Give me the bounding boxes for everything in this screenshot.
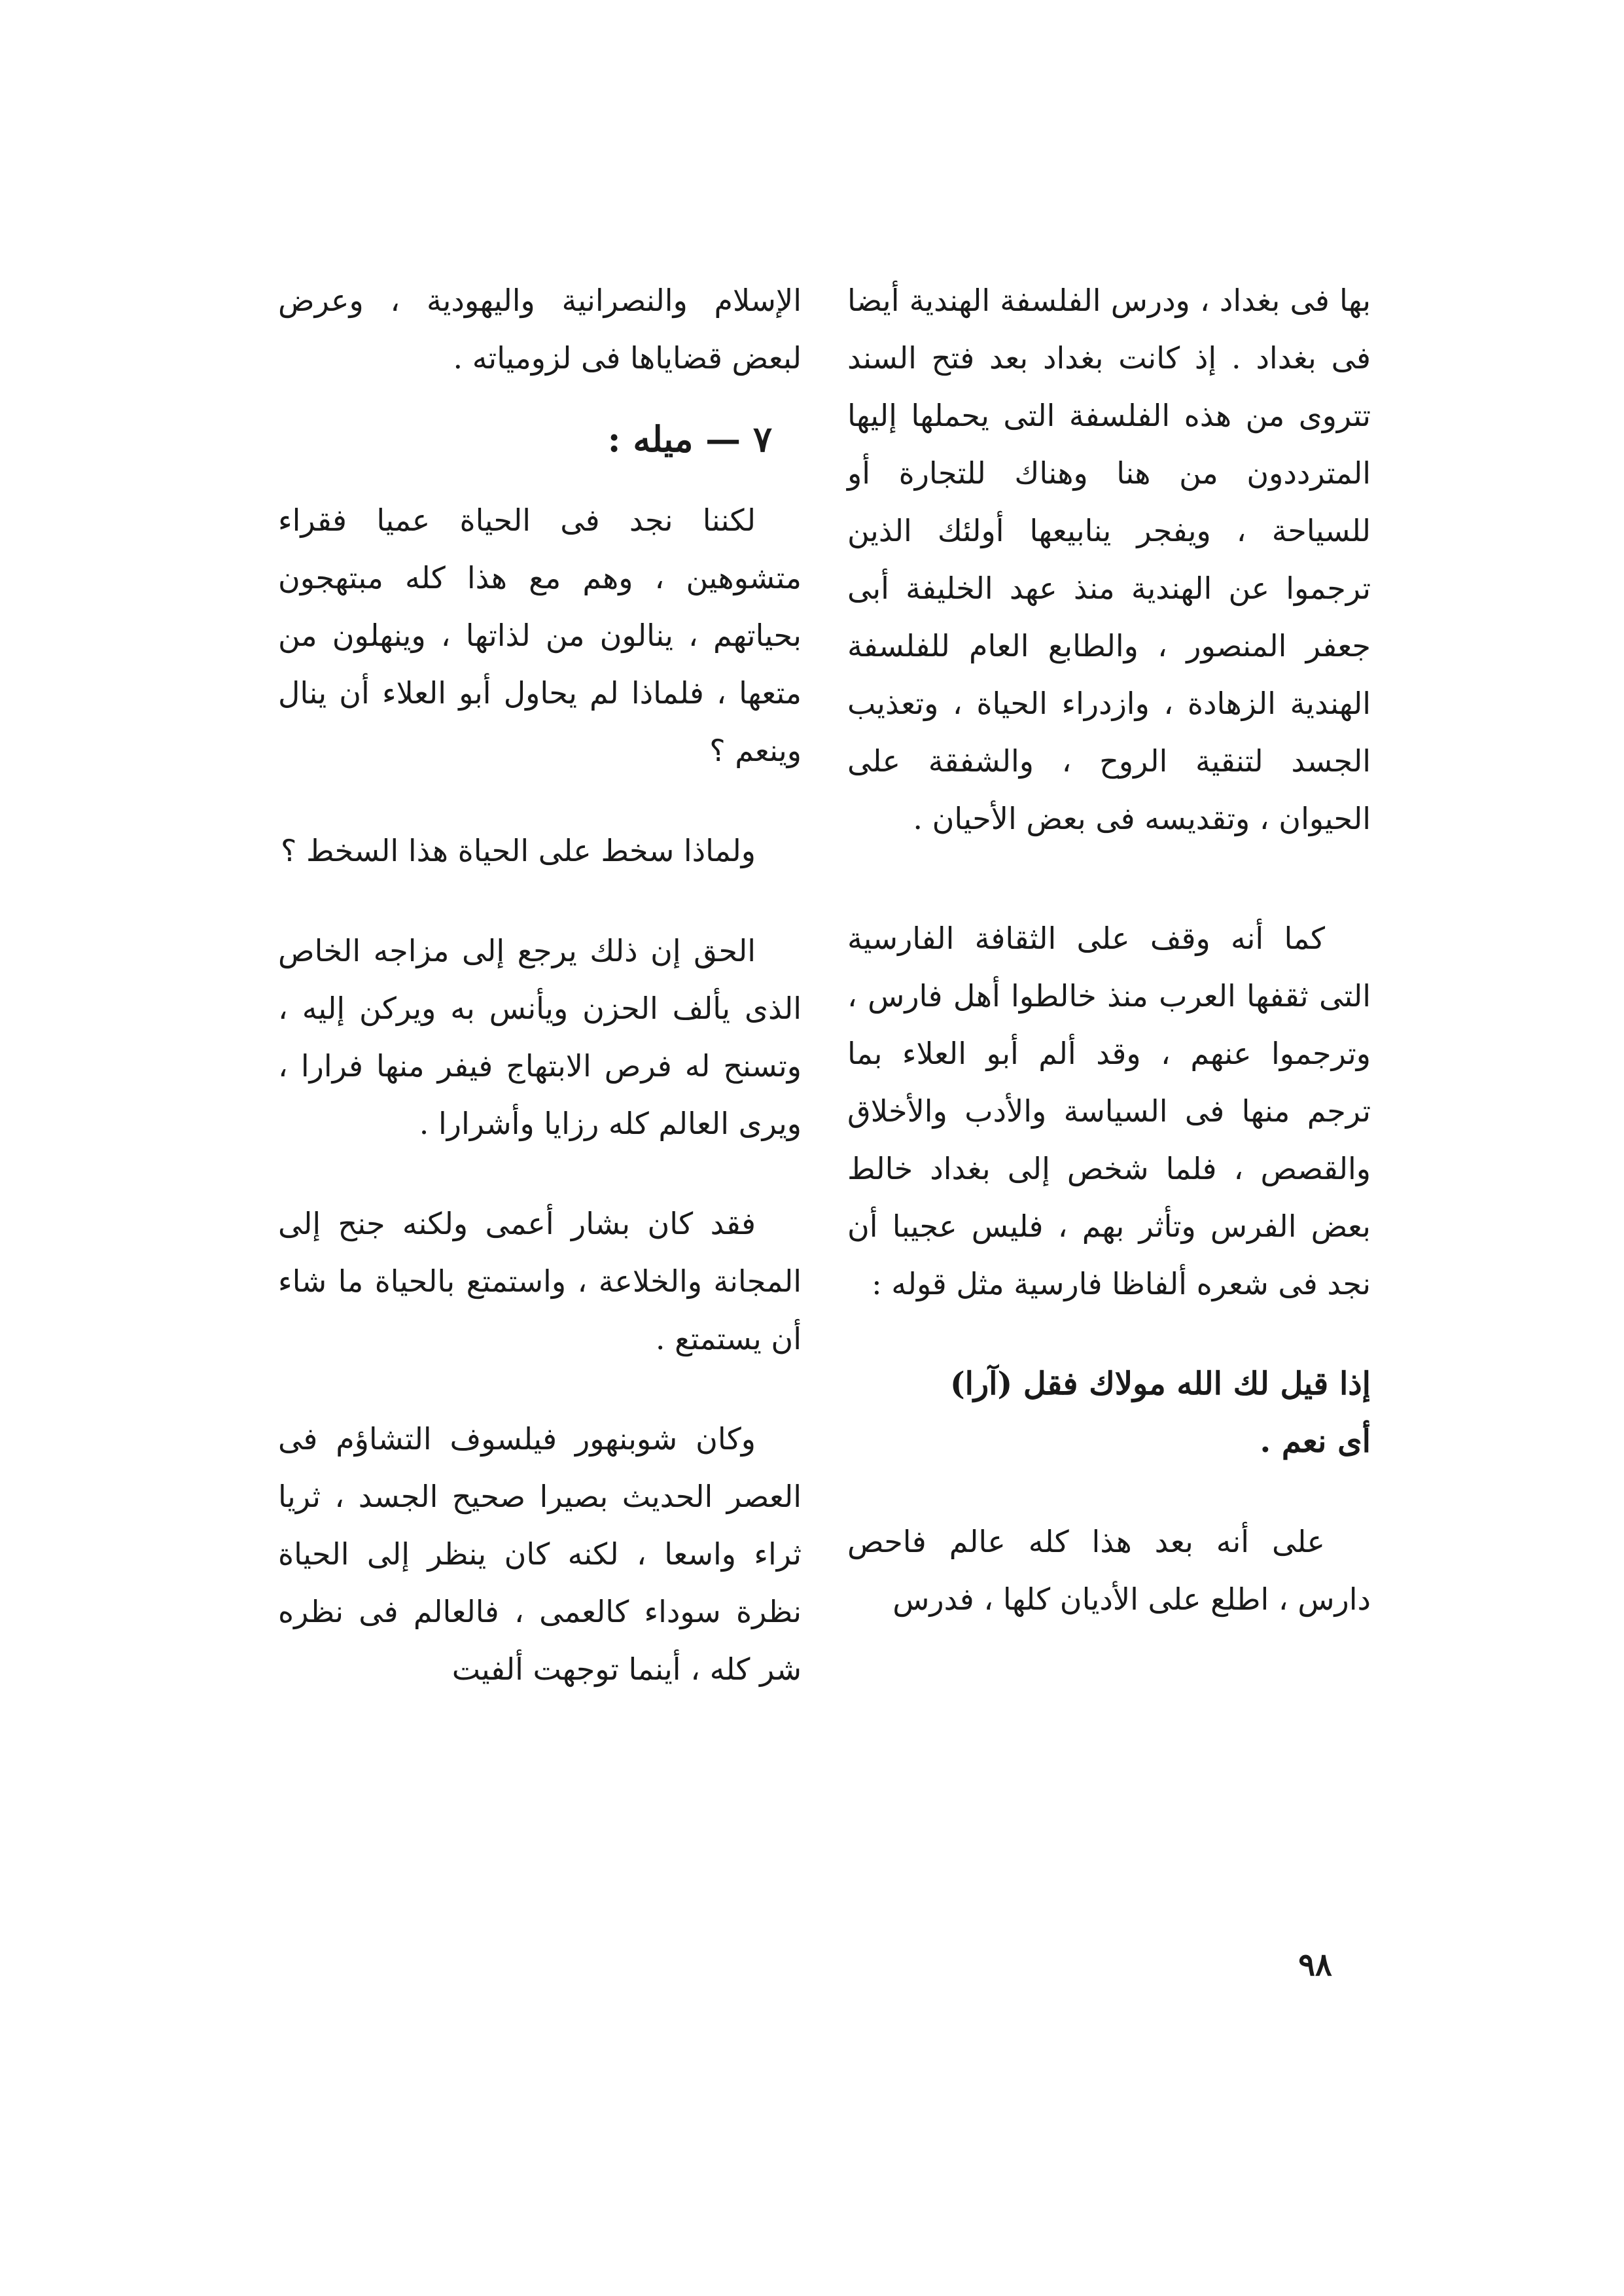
paragraph-why-discontent: ولماذا سخط على الحياة هذا السخط ؟ bbox=[280, 833, 756, 868]
verse-line-1: إذا قيل لك الله مولاك فقل (آرا) bbox=[949, 1366, 1371, 1402]
paragraph-blind-poor: لكننا نجد فى الحياة عميا فقراء متشوهين ، وهم مع هذا كله مبتهجون بحياتهم ، ينالون من لذاتها ، وينهلون من متعها ، فلماذا لم يحاول أبو العلاء أن ينال وينعم ؟ bbox=[278, 503, 802, 768]
paragraph-bashar: فقد كان بشار أعمى ولكنه جنح إلى المجانة والخلاعة ، واستمتع بالحياة ما شاء أن يستمتع . bbox=[278, 1206, 802, 1356]
left-column bbox=[278, 272, 802, 1698]
paragraph-schopenhauer: وكان شوبنهور فيلسوف التشاؤم فى العصر الحديث بصيرا صحيح الجسد ، ثريا ثراء واسعا ، لكنه كان ينظر إلى الحياة نظرة سوداء كالعمى ، فالعالم فى نظره شر كله ، أينما توجهت ألفيت bbox=[278, 1421, 802, 1687]
verse-line-2: أى نعم . bbox=[1260, 1423, 1371, 1460]
paragraph-temperament: الحق إن ذلك يرجع إلى مزاجه الخاص الذى يألف الحزن ويأنس به ويركن إليه ، وتسنح له فرص الابتهاج فيفر منها فرارا ، ويرى العالم كله رزايا وأشرارا . bbox=[278, 933, 802, 1141]
paragraph-persian-culture: كما أنه وقف على الثقافة الفارسية التى ثقفها العرب منذ خالطوا أهل فارس ، وترجموا عنهم ، وقد ألم أبو العلاء بما ترجم منها فى السياسة والأدب والأخلاق والقصص ، فلما شخص إلى بغداد خالط بعض الفرس وتأثر بهم ، فليس عجيبا أن نجد فى شعره ألفاظا فارسية مثل قوله : bbox=[847, 921, 1371, 1301]
paragraph-religions: على أنه بعد هذا كله عالم فاحص دارس ، اطلع على الأديان كلها ، فدرس bbox=[847, 1524, 1371, 1617]
page-number: ٩٨ bbox=[1298, 1947, 1332, 1983]
paragraph-religions-continued: الإسلام والنصرانية واليهودية ، وعرض لبعض قضاياها فى لزومياته . bbox=[278, 283, 802, 376]
right-column bbox=[847, 272, 1371, 1628]
paragraph-indian-philosophy: ﺑﻬﺎ فى بغداد ، ودرس الفلسفة الهندية أيضا فى بغداد . إذ كانت بغداد بعد فتح السند تتروى من هذه الفلسفة التى يحملها إليها المترددون من هنا وهناك للتجارة أو للسياحة ، ويفجر ينابيعها أولئك الذين ترجموا عن الهندية منذ عهد الخليفة أبى جعفر المنصور ، والطابع العام للفلسفة الهندية الزهادة ، وازدراء الحياة ، وتعذيب الجسد لتنقية الروح ، والشفقة على الحيوان ، وتقديسه فى بعض الأحيان . bbox=[847, 283, 1371, 836]
section-heading: ٧ — ميله : bbox=[607, 418, 772, 460]
